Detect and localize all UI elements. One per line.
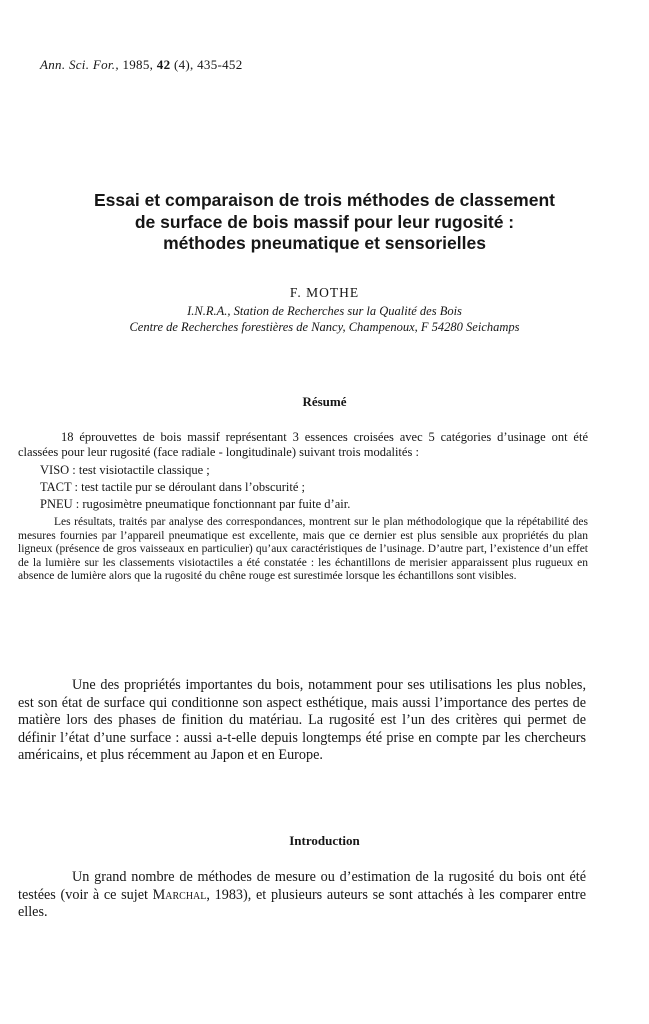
introduction-section — [18, 869, 586, 922]
author-name: F. MOTHE — [289, 285, 360, 300]
intro-text-after: , 1983), et plusieurs auteurs se sont attachés à les comparer entre elles. — [18, 886, 586, 921]
method-item-tact: TACT : test tactile pur se déroulant dans l’obscurité ; — [40, 480, 306, 494]
journal-issue-pages: (4), 435-452 — [173, 57, 243, 72]
intro-text-before: Un grand nombre de méthodes de mesure ou d’estimation de la rugosité du bois ont été testées (voir à ce sujet — [18, 869, 586, 903]
abstract-intro: 18 éprouvettes de bois massif représentant 3 essences croisées avec 5 catégories d’usinage ont été classées pour leur rugosité (face radiale - longitudinale) suivant trois modalités : — [18, 430, 588, 459]
journal-volume: 42 — [156, 57, 171, 72]
method-item-pneu: PNEU : rugosimètre pneumatique fonctionnant par fuite d’air. — [40, 497, 351, 511]
title-line-3: méthodes pneumatique et sensorielles — [163, 233, 486, 253]
method-item-viso: VISO : test visiotactile classique ; — [40, 463, 210, 477]
abstract — [18, 430, 588, 584]
journal-reference — [40, 57, 243, 73]
title-line-2: de surface de bois massif pour leur rugosité : — [134, 211, 515, 232]
paragraph-1: Une des propriétés importantes du bois, notamment pour ses utilisations les plus nobles, est son état de surface qui conditionne son aspect esthétique, mais aussi l’importance des pertes de matière lors des phases de finition du matériau. La rugosité est l’un des critères qui permet de définir l’état d’une surface : aussi a-t-elle depuis longtemps été prise en compte par les chercheurs américains, et plus récemment au Japon et en Europe. — [18, 677, 586, 764]
journal-name: Ann. Sci. For., — [40, 57, 119, 72]
paper-title — [40, 190, 609, 255]
title-line-1: Essai et comparaison de trois méthodes de classement — [93, 190, 555, 210]
author-affiliation — [0, 303, 649, 335]
opening-paragraph — [18, 677, 586, 765]
citation-author: Marchal — [152, 886, 207, 903]
abstract-heading: Résumé — [302, 394, 347, 409]
abstract-results: Les résultats, traités par analyse des correspondances, montrent sur le plan méthodologique que la répétabilité des mesures fournies par l’appareil pneumatique est excellente, mais que ce dernier est plus sensible aux propriétés du plan ligneux (présence de gros vaisseaux en particulier) qu’aux caractéristiques de l’usinage. D’autre part, l’existence d’un effet de la lumière sur les classements visiotactiles a été constatée : les échantillons de merisier apparaissent plus rugueux en absence de lumière alors que la rugosité du chêne rouge est surestimée lorsque les échantillons sont visibles. — [18, 516, 588, 582]
introduction-paragraph — [18, 869, 586, 922]
affiliation-line-2: Centre de Recherches forestières de Nancy, Champenoux, F 54280 Seichamps — [129, 320, 520, 334]
method-list — [18, 462, 588, 513]
introduction-heading: Introduction — [289, 833, 360, 848]
journal-year: 1985, — [122, 57, 154, 72]
affiliation-line-1: I.N.R.A., Station de Recherches sur la Qualité des Bois — [187, 304, 462, 318]
